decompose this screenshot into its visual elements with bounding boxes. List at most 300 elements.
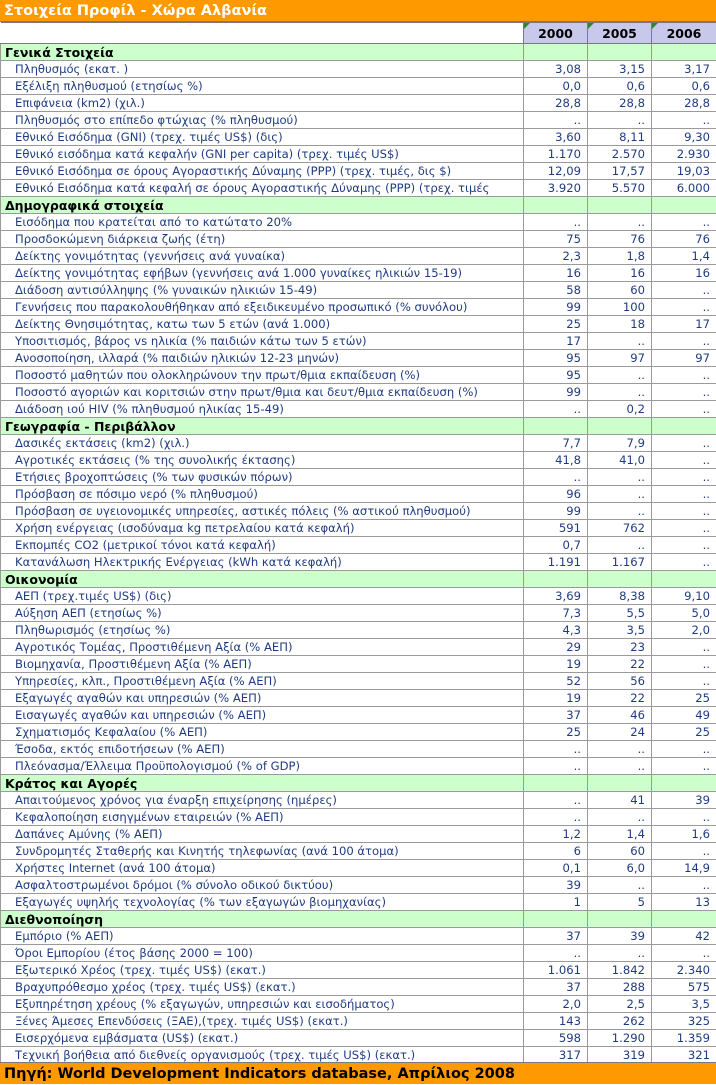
table-row	[1, 622, 716, 639]
value-cell-2005: 17,57	[588, 163, 652, 180]
indicator-label: Δασικές εκτάσεις (km2) (χιλ.)	[1, 435, 524, 452]
value-cell-2006: ..	[652, 435, 716, 452]
table-row	[1, 503, 716, 520]
value-cell-2000: 12,09	[524, 163, 588, 180]
value-cell-2005: 1.167	[588, 554, 652, 571]
value-cell-2005: 5.570	[588, 180, 652, 197]
indicator-label: Δείκτης γονιμότητας εφήβων (γεννήσεις ανά 1.000 γυναίκες ηλικιών 15-19)	[1, 265, 524, 282]
section-empty-cell	[588, 571, 652, 588]
indicator-label: Έσοδα, εκτός επιδοτήσεων (% ΑΕΠ)	[1, 741, 524, 758]
table-row	[1, 554, 716, 571]
value-cell-2006: 325	[652, 1013, 716, 1030]
section-empty-cell	[588, 44, 652, 61]
indicator-label: Εισερχόμενα εμβάσματα (US$) (εκατ.)	[1, 1030, 524, 1047]
value-cell-2006: 25	[652, 724, 716, 741]
section-empty-cell	[524, 418, 588, 435]
value-cell-2005: 18	[588, 316, 652, 333]
table-row	[1, 469, 716, 486]
section-title: Γενικά Στοιχεία	[1, 44, 524, 61]
table-row	[1, 180, 716, 197]
indicator-label: Εθνικό Εισόδημα σε όρους Αγοραστικής Δύναμης (PPP) (τρεχ. τιμές, δις $)	[1, 163, 524, 180]
table-row	[1, 435, 716, 452]
indicator-label: Διάδοση ιού HIV (% πληθυσμού ηλικίας 15-49)	[1, 401, 524, 418]
section-title: Γεωγραφία - Περιβάλλον	[1, 418, 524, 435]
table-row	[1, 588, 716, 605]
value-cell-2000: 16	[524, 265, 588, 282]
table-row	[1, 860, 716, 877]
value-cell-2006: ..	[652, 520, 716, 537]
value-cell-2005: ..	[588, 877, 652, 894]
value-cell-2006: 575	[652, 979, 716, 996]
value-cell-2005: ..	[588, 469, 652, 486]
section-header-row	[1, 911, 716, 928]
value-cell-2000: 1.170	[524, 146, 588, 163]
year-header-2006: 2006	[652, 23, 716, 44]
value-cell-2005: 100	[588, 299, 652, 316]
table-row	[1, 605, 716, 622]
value-cell-2006: 14,9	[652, 860, 716, 877]
value-cell-2006: ..	[652, 877, 716, 894]
indicator-label: Γεννήσεις που παρακολουθήθηκαν από εξειδικευμένο προσωπικό (% συνόλου)	[1, 299, 524, 316]
value-cell-2005: 24	[588, 724, 652, 741]
value-cell-2000: ..	[524, 945, 588, 962]
value-cell-2000: 99	[524, 503, 588, 520]
value-cell-2006: 3,17	[652, 61, 716, 78]
value-cell-2000: 95	[524, 350, 588, 367]
indicator-label: Δείκτης γονιμότητας (γεννήσεις ανά γυναίκα)	[1, 248, 524, 265]
table-row	[1, 95, 716, 112]
table-row	[1, 350, 716, 367]
value-cell-2000: 3.920	[524, 180, 588, 197]
section-empty-cell	[524, 571, 588, 588]
value-cell-2006: ..	[652, 282, 716, 299]
section-title: Οικονομία	[1, 571, 524, 588]
value-cell-2005: ..	[588, 367, 652, 384]
value-cell-2000: 95	[524, 367, 588, 384]
value-cell-2005: 6,0	[588, 860, 652, 877]
value-cell-2006: ..	[652, 537, 716, 554]
table-row	[1, 724, 716, 741]
value-cell-2006: 42	[652, 928, 716, 945]
value-cell-2000: ..	[524, 792, 588, 809]
value-cell-2006: 2,0	[652, 622, 716, 639]
indicator-label: Υπηρεσίες, κλπ., Προστιθέμενη Αξία (% ΑΕΠ)	[1, 673, 524, 690]
table-row	[1, 333, 716, 350]
value-cell-2000: 7,7	[524, 435, 588, 452]
section-empty-cell	[588, 911, 652, 928]
value-cell-2006: ..	[652, 486, 716, 503]
value-cell-2000: 0,1	[524, 860, 588, 877]
indicator-label: Εκπομπές CO2 (μετρικοί τόνοι κατά κεφαλή)	[1, 537, 524, 554]
value-cell-2006: 5,0	[652, 605, 716, 622]
value-cell-2000: 29	[524, 639, 588, 656]
value-cell-2005: 0,2	[588, 401, 652, 418]
value-cell-2006: ..	[652, 214, 716, 231]
indicator-label: ΑΕΠ (τρεχ.τιμές US$) (δις)	[1, 588, 524, 605]
value-cell-2005: 2.570	[588, 146, 652, 163]
indicator-label: Πρόσβαση σε υγειονομικές υπηρεσίες, αστικές πόλεις (% αστικού πληθυσμού)	[1, 503, 524, 520]
value-cell-2006: 3,5	[652, 996, 716, 1013]
value-cell-2000: 58	[524, 282, 588, 299]
table-row	[1, 367, 716, 384]
value-cell-2006: 25	[652, 690, 716, 707]
table-row	[1, 61, 716, 78]
table-row	[1, 639, 716, 656]
year-header-2005: 2005	[588, 23, 652, 44]
table-row	[1, 1030, 716, 1047]
section-header-row	[1, 775, 716, 792]
value-cell-2005: ..	[588, 333, 652, 350]
indicator-label: Τεχνική βοήθεια από διεθνείς οργανισμούς (τρεχ. τιμές US$) (εκατ.)	[1, 1047, 524, 1064]
value-cell-2000: ..	[524, 758, 588, 775]
value-cell-2005: 76	[588, 231, 652, 248]
section-empty-cell	[652, 775, 716, 792]
value-cell-2000: ..	[524, 469, 588, 486]
value-cell-2006: 17	[652, 316, 716, 333]
value-cell-2000: 52	[524, 673, 588, 690]
value-cell-2006: 39	[652, 792, 716, 809]
table-row	[1, 129, 716, 146]
table-row	[1, 537, 716, 554]
indicator-label: Χρήστες Internet (ανά 100 άτομα)	[1, 860, 524, 877]
value-cell-2005: 0,6	[588, 78, 652, 95]
value-cell-2000: 37	[524, 707, 588, 724]
indicator-label: Αγροτικές εκτάσεις (% της συνολικής έκτασης)	[1, 452, 524, 469]
value-cell-2006: ..	[652, 469, 716, 486]
value-cell-2006: ..	[652, 554, 716, 571]
section-title: Διεθνοποίηση	[1, 911, 524, 928]
value-cell-2005: 46	[588, 707, 652, 724]
value-cell-2006: 2.340	[652, 962, 716, 979]
value-cell-2006: ..	[652, 367, 716, 384]
value-cell-2000: 1,2	[524, 826, 588, 843]
value-cell-2005: 1.290	[588, 1030, 652, 1047]
indicator-label: Διάδοση αντισύλληψης (% γυναικών ηλικιών 15-49)	[1, 282, 524, 299]
value-cell-2006: ..	[652, 333, 716, 350]
section-empty-cell	[652, 911, 716, 928]
value-cell-2000: 1	[524, 894, 588, 911]
table-row	[1, 520, 716, 537]
value-cell-2005: 22	[588, 656, 652, 673]
sheet-title: Στοιχεία Προφίλ - Χώρα Αλβανία	[0, 0, 716, 22]
indicator-label: Εθνικό εισόδημα κατά κεφαλήν (GNI per capita) (τρεχ. τιμές US$)	[1, 146, 524, 163]
indicators-table-body	[1, 23, 716, 1064]
value-cell-2000: 37	[524, 928, 588, 945]
indicator-label: Δείκτης Θνησιμότητας, κατω των 5 ετών (ανά 1.000)	[1, 316, 524, 333]
value-cell-2005: 5	[588, 894, 652, 911]
value-cell-2006: ..	[652, 656, 716, 673]
value-cell-2005: 1,4	[588, 826, 652, 843]
table-row	[1, 792, 716, 809]
indicator-label: Εθνικό Εισόδημα (GNI) (τρεχ. τιμές US$) (δις)	[1, 129, 524, 146]
value-cell-2006: ..	[652, 741, 716, 758]
value-cell-2000: 19	[524, 656, 588, 673]
value-cell-2006: 13	[652, 894, 716, 911]
section-empty-cell	[524, 775, 588, 792]
value-cell-2000: 1.061	[524, 962, 588, 979]
value-cell-2000: 2,0	[524, 996, 588, 1013]
section-header-row	[1, 44, 716, 61]
value-cell-2006: ..	[652, 112, 716, 129]
value-cell-2006: 1,4	[652, 248, 716, 265]
value-cell-2006: ..	[652, 384, 716, 401]
value-cell-2005: ..	[588, 809, 652, 826]
value-cell-2006: 49	[652, 707, 716, 724]
value-cell-2005: 1.842	[588, 962, 652, 979]
table-row	[1, 928, 716, 945]
value-cell-2000: 19	[524, 690, 588, 707]
table-row	[1, 673, 716, 690]
value-cell-2000: 143	[524, 1013, 588, 1030]
value-cell-2005: 22	[588, 690, 652, 707]
indicator-label: Υποσιτισμός, βάρος vs ηλικία (% παιδιών κάτω των 5 ετών)	[1, 333, 524, 350]
value-cell-2000: ..	[524, 741, 588, 758]
value-cell-2005: 60	[588, 282, 652, 299]
indicator-label: Ποσοστό αγοριών και κοριτσιών στην πρωτ/θμια και δευτ/θμια εκπαίδευση (%)	[1, 384, 524, 401]
section-title: Κράτος και Αγορές	[1, 775, 524, 792]
indicator-label: Επιφάνεια (km2) (χιλ.)	[1, 95, 524, 112]
table-row	[1, 894, 716, 911]
section-empty-cell	[524, 911, 588, 928]
value-cell-2006: ..	[652, 299, 716, 316]
indicator-label: Ποσοστό μαθητών που ολοκληρώνουν την πρωτ/θμια εκπαίδευση (%)	[1, 367, 524, 384]
value-cell-2006: ..	[652, 945, 716, 962]
section-header-row	[1, 418, 716, 435]
value-cell-2000: 0,0	[524, 78, 588, 95]
indicator-label: Εξαγωγές αγαθών και υπηρεσιών (% ΑΕΠ)	[1, 690, 524, 707]
indicator-label: Χρήση ενέργειας (ισοδύναμα kg πετρελαίου κατά κεφαλή)	[1, 520, 524, 537]
indicator-label: Κατανάλωση Ηλεκτρικής Ενέργειας (kWh κατά κεφαλή)	[1, 554, 524, 571]
indicator-label: Σχηματισμός Κεφαλαίου (% ΑΕΠ)	[1, 724, 524, 741]
value-cell-2000: 598	[524, 1030, 588, 1047]
value-cell-2000: 7,3	[524, 605, 588, 622]
value-cell-2005: 2,5	[588, 996, 652, 1013]
indicator-label: Εθνικό Εισόδημα κατά κεφαλή σε όρους Αγοραστικής Δύναμης (PPP) (τρεχ. τιμές	[1, 180, 524, 197]
table-row	[1, 945, 716, 962]
table-row	[1, 758, 716, 775]
value-cell-2006: ..	[652, 452, 716, 469]
value-cell-2000: 591	[524, 520, 588, 537]
table-row	[1, 741, 716, 758]
value-cell-2000: 3,08	[524, 61, 588, 78]
table-row	[1, 809, 716, 826]
value-cell-2006: 321	[652, 1047, 716, 1064]
value-cell-2000: 25	[524, 724, 588, 741]
value-cell-2005: 3,5	[588, 622, 652, 639]
value-cell-2006: 9,30	[652, 129, 716, 146]
value-cell-2006: 0,6	[652, 78, 716, 95]
value-cell-2005: 28,8	[588, 95, 652, 112]
section-empty-cell	[652, 197, 716, 214]
value-cell-2000: ..	[524, 401, 588, 418]
value-cell-2000: ..	[524, 112, 588, 129]
table-row	[1, 384, 716, 401]
value-cell-2006: 28,8	[652, 95, 716, 112]
value-cell-2000: 6	[524, 843, 588, 860]
indicator-label: Εμπόριο (% ΑΕΠ)	[1, 928, 524, 945]
value-cell-2005: 39	[588, 928, 652, 945]
value-cell-2005: 319	[588, 1047, 652, 1064]
value-cell-2005: 262	[588, 1013, 652, 1030]
value-cell-2006: ..	[652, 503, 716, 520]
value-cell-2000: 37	[524, 979, 588, 996]
value-cell-2006: ..	[652, 673, 716, 690]
value-cell-2005: 762	[588, 520, 652, 537]
value-cell-2000: 317	[524, 1047, 588, 1064]
indicator-label: Όροι Εμπορίου (έτος βάσης 2000 = 100)	[1, 945, 524, 962]
value-cell-2006: ..	[652, 639, 716, 656]
value-cell-2005: 41,0	[588, 452, 652, 469]
value-cell-2006: ..	[652, 809, 716, 826]
value-cell-2005: 8,38	[588, 588, 652, 605]
section-header-row	[1, 197, 716, 214]
value-cell-2000: ..	[524, 809, 588, 826]
value-cell-2005: 8,11	[588, 129, 652, 146]
value-cell-2005: ..	[588, 741, 652, 758]
table-row	[1, 826, 716, 843]
value-cell-2005: 3,15	[588, 61, 652, 78]
value-cell-2006: 1,6	[652, 826, 716, 843]
section-empty-cell	[652, 571, 716, 588]
value-cell-2005: 56	[588, 673, 652, 690]
value-cell-2006: ..	[652, 843, 716, 860]
value-cell-2006: ..	[652, 758, 716, 775]
indicator-label: Πληθυσμός (εκατ. )	[1, 61, 524, 78]
table-row	[1, 962, 716, 979]
table-row	[1, 146, 716, 163]
value-cell-2005: 1,8	[588, 248, 652, 265]
value-cell-2000: 4,3	[524, 622, 588, 639]
value-cell-2000: 3,60	[524, 129, 588, 146]
indicator-label: Πρόσβαση σε πόσιμο νερό (% πληθυσμού)	[1, 486, 524, 503]
value-cell-2006: 16	[652, 265, 716, 282]
indicator-label: Εισόδημα που κρατείται από το κατώτατο 20%	[1, 214, 524, 231]
indicator-label: Ανοσοποίηση, ιλλαρά (% παιδιών ηλικιών 12-23 μηνών)	[1, 350, 524, 367]
indicator-label: Εξυπηρέτηση χρέους (% εξαγωγών, υπηρεσιών και εισοδήματος)	[1, 996, 524, 1013]
section-empty-cell	[588, 197, 652, 214]
indicator-label: Εξαγωγές υψηλής τεχνολογίας (% των εξαγωγών βιομηχανίας)	[1, 894, 524, 911]
value-cell-2000: ..	[524, 214, 588, 231]
indicator-label: Απαιτούμενος χρόνος για έναρξη επιχείρησης (ημέρες)	[1, 792, 524, 809]
value-cell-2000: 96	[524, 486, 588, 503]
value-cell-2000: 1.191	[524, 554, 588, 571]
table-row	[1, 282, 716, 299]
value-cell-2000: 39	[524, 877, 588, 894]
value-cell-2000: 3,69	[524, 588, 588, 605]
section-title: Δημογραφικά στοιχεία	[1, 197, 524, 214]
value-cell-2006: 1.359	[652, 1030, 716, 1047]
section-empty-cell	[524, 44, 588, 61]
table-row	[1, 1013, 716, 1030]
value-cell-2000: 0,7	[524, 537, 588, 554]
indicator-label: Εξέλιξη πληθυσμού (ετησίως %)	[1, 78, 524, 95]
value-cell-2005: 23	[588, 639, 652, 656]
indicator-label: Ετήσιες βροχοπτώσεις (% των φυσικών πόρων)	[1, 469, 524, 486]
table-row	[1, 690, 716, 707]
table-row	[1, 231, 716, 248]
value-cell-2000: 99	[524, 299, 588, 316]
table-row	[1, 163, 716, 180]
table-row	[1, 843, 716, 860]
indicator-label: Δαπάνες Αμύνης (% ΑΕΠ)	[1, 826, 524, 843]
section-empty-cell	[652, 44, 716, 61]
indicator-label: Πλεόνασμα/Έλλειμα Προϋπολογισμού (% of GDP)	[1, 758, 524, 775]
value-cell-2005: 16	[588, 265, 652, 282]
indicator-label: Πληθωρισμός (ετησίως %)	[1, 622, 524, 639]
indicator-label: Αύξηση ΑΕΠ (ετησίως %)	[1, 605, 524, 622]
section-empty-cell	[588, 418, 652, 435]
table-row	[1, 248, 716, 265]
value-cell-2006: 97	[652, 350, 716, 367]
section-empty-cell	[652, 418, 716, 435]
value-cell-2005: ..	[588, 486, 652, 503]
table-row	[1, 486, 716, 503]
value-cell-2005: ..	[588, 214, 652, 231]
value-cell-2006: 9,10	[652, 588, 716, 605]
value-cell-2006: 2.930	[652, 146, 716, 163]
section-empty-cell	[588, 775, 652, 792]
value-cell-2000: 2,3	[524, 248, 588, 265]
indicator-label: Εισαγωγές αγαθών και υπηρεσιών (% ΑΕΠ)	[1, 707, 524, 724]
value-cell-2005: ..	[588, 537, 652, 554]
value-cell-2005: ..	[588, 112, 652, 129]
indicator-label: Βιομηχανία, Προστιθέμενη Αξία (% ΑΕΠ)	[1, 656, 524, 673]
indicator-label: Εξωτερικό Χρέος (τρεχ. τιμές US$) (εκατ.)	[1, 962, 524, 979]
section-header-row	[1, 571, 716, 588]
value-cell-2005: ..	[588, 758, 652, 775]
indicator-label: Αγροτικός Τομέας, Προστιθέμενη Αξία (% ΑΕΠ)	[1, 639, 524, 656]
value-cell-2005: 5,5	[588, 605, 652, 622]
table-row	[1, 877, 716, 894]
value-cell-2000: 75	[524, 231, 588, 248]
table-row	[1, 214, 716, 231]
table-row	[1, 265, 716, 282]
indicator-label: Συνδρομητές Σταθερής και Κινητής τηλεφωνίας (ανά 100 άτομα)	[1, 843, 524, 860]
indicator-label: Πληθυσμός στο επίπεδο φτώχιας (% πληθυσμού)	[1, 112, 524, 129]
indicator-label: Βραχυπρόθεσμο χρέος (τρεχ. τιμές US$) (εκατ.)	[1, 979, 524, 996]
value-cell-2006: 6.000	[652, 180, 716, 197]
value-cell-2000: 17	[524, 333, 588, 350]
value-cell-2000: 25	[524, 316, 588, 333]
value-cell-2006: 76	[652, 231, 716, 248]
indicators-table	[0, 22, 716, 1064]
table-row	[1, 299, 716, 316]
indicator-label: Προσδοκώμενη διάρκεια ζωής (έτη)	[1, 231, 524, 248]
section-empty-cell	[524, 197, 588, 214]
value-cell-2005: 41	[588, 792, 652, 809]
table-row	[1, 707, 716, 724]
value-cell-2005: 7,9	[588, 435, 652, 452]
indicator-label: Ξένες Άμεσες Επενδύσεις (ΞΑΕ),(τρεχ. τιμές US$) (εκατ.)	[1, 1013, 524, 1030]
year-header-row	[1, 23, 716, 44]
value-cell-2005: ..	[588, 503, 652, 520]
year-header-2000: 2000	[524, 23, 588, 44]
value-cell-2006: ..	[652, 401, 716, 418]
value-cell-2005: 60	[588, 843, 652, 860]
source-note: Πηγή: World Development Indicators database, Απρίλιος 2008	[0, 1062, 716, 1084]
value-cell-2005: ..	[588, 384, 652, 401]
table-row	[1, 656, 716, 673]
value-cell-2005: ..	[588, 945, 652, 962]
table-row	[1, 979, 716, 996]
header-blank-cell	[1, 23, 524, 44]
table-row	[1, 996, 716, 1013]
table-row	[1, 112, 716, 129]
value-cell-2000: 28,8	[524, 95, 588, 112]
value-cell-2005: 97	[588, 350, 652, 367]
value-cell-2000: 99	[524, 384, 588, 401]
indicator-label: Κεφαλοποίηση εισηγμένων εταιρειών (% ΑΕΠ)	[1, 809, 524, 826]
